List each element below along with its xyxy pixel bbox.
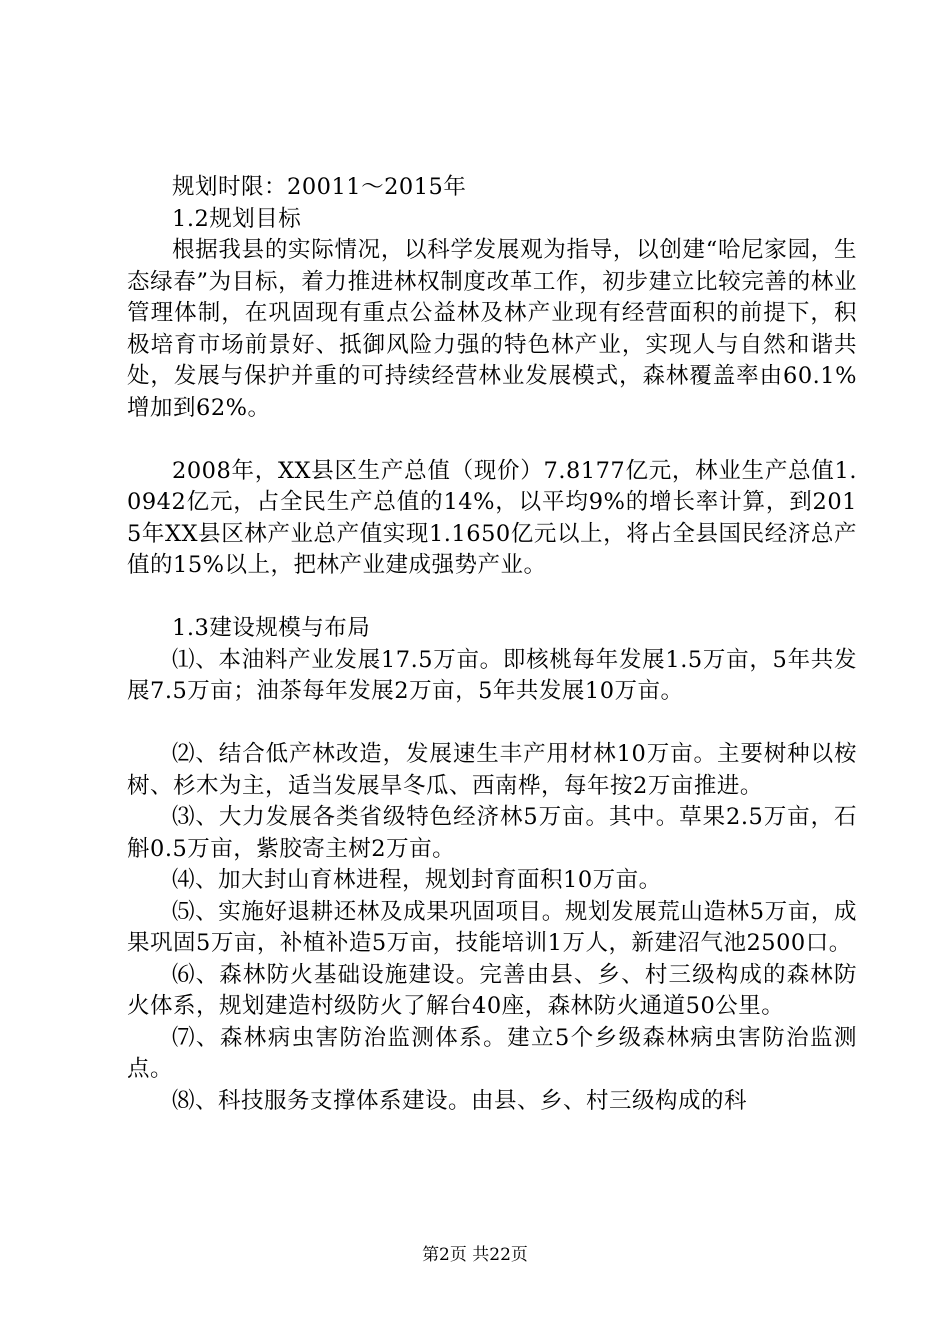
page-number-footer: 第2页 共22页 <box>422 1245 528 1265</box>
list-item-5: ⑸、实施好退耕还林及成果巩固项目。规划发展荒山造林5万亩，成果巩固5万亩，补植补造5万亩，技能培训1万人，新建沼气池2500口。 <box>127 898 857 956</box>
list-item-6: ⑹、森林防火基础设施建设。完善由县、乡、村三级构成的森林防火体系，规划建造村级防火了解台40座，森林防火通道50公里。 <box>127 961 857 1019</box>
economic-output-paragraph: 2008年，XX县区生产总值（现价）7.8177亿元，林业生产总值1.0942亿元，占全民生产总值的14%，以平均9%的增长率计算，到2015年XX县区林产业总产值实现1.1650亿元以上，将占全县国民经济总产值的15%以上，把林产业建成强势产业。 <box>127 457 857 578</box>
list-item-1: ⑴、本油料产业发展17.5万亩。即核桃每年发展1.5万亩，5年共发展7.5万亩；油茶每年发展2万亩，5年共发展10万亩。 <box>127 646 857 704</box>
section-heading-1-3: 1.3建设规模与布局 <box>172 615 371 641</box>
list-item-8: ⑻、科技服务支撑体系建设。由县、乡、村三级构成的科 <box>172 1087 748 1114</box>
list-item-4: ⑷、加大封山育林进程，规划封育面积10万亩。 <box>172 867 662 893</box>
planning-goal-paragraph: 根据我县的实际情况，以科学发展观为指导，以创建“哈尼家园，生态绿春”为目标，着力推进林权制度改革工作，初步建立比较完善的林业管理体制，在巩固现有重点公益林及林产业现有经营面积的前提下，积极培育市场前景好、抵御风险力强的特色林产业，实现人与自然和谐共处，发展与保护并重的可持续经营林业发展模式，森林覆盖率由60.1%增加到62%。 <box>127 237 857 421</box>
list-item-3: ⑶、大力发展各类省级特色经济林5万亩。其中。草果2.5万亩，石斛0.5万亩，紫胶寄主树2万亩。 <box>127 804 857 862</box>
document-body <box>127 172 857 1117</box>
planning-period-line: 规划时限：20011～2015年 <box>172 174 467 200</box>
section-heading-1-2: 1.2规划目标 <box>172 205 302 232</box>
list-item-7: ⑺、森林病虫害防治监测体系。建立5个乡级森林病虫害防治监测点。 <box>127 1024 857 1082</box>
list-item-2: ⑵、结合低产林改造，发展速生丰产用材林10万亩。主要树种以桉树、杉木为主，适当发展旱冬瓜、西南桦，每年按2万亩推进。 <box>127 741 857 799</box>
